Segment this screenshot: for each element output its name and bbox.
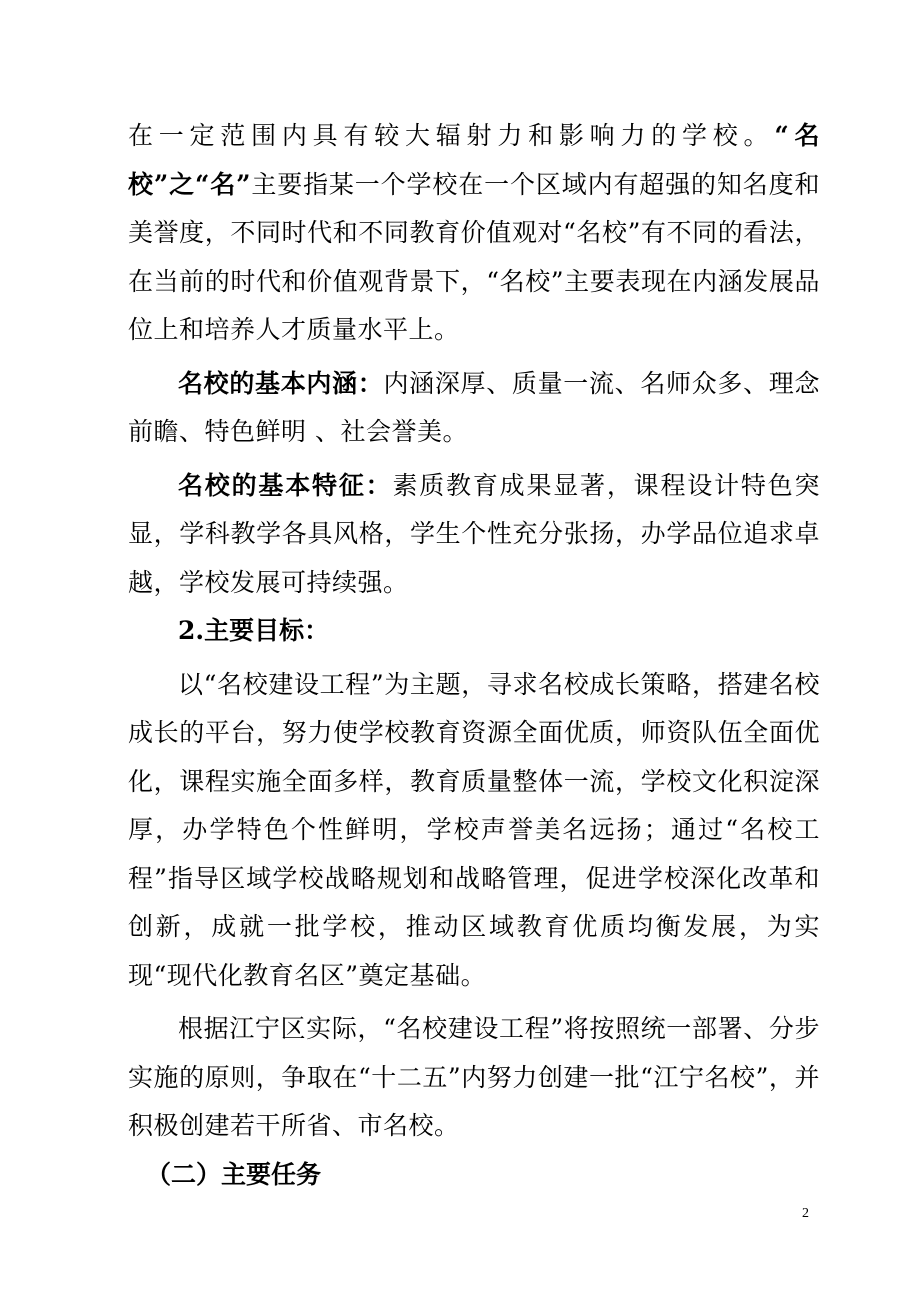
- connotation-label: 名校的基本内涵：: [178, 368, 384, 398]
- definition-emphasis: “名校”之“名”: [128, 121, 820, 199]
- definition-continued: 主要指某一个学校在一个区域内有超强的知名度和美誉度，不同时代和不同教育价值观对“名校”有不同的看法，在当前的时代和价值观背景下，“名校”主要表现在内涵发展品位上和培养人才质量水平上。: [128, 169, 820, 344]
- definition-text: 在一定范围内具有较大辐射力和影响力的学校。: [128, 121, 775, 150]
- heading-main-goals: 2.主要目标：: [178, 616, 330, 645]
- paragraph-goals: 以“名校建设工程”为主题，寻求名校成长策略，搭建名校成长的平台，努力使学校教育资源全面优质，师资队伍全面优化，课程实施全面多样，教育质量整体一流，学校文化积淀深厚，办学特色个性鲜明，学校声誉美名远扬；通过“名校工程”指导区域学校战略规划和战略管理，促进学校深化改革和创新，成就一批学校，推动区域教育优质均衡发展，为实现“现代化教育名区”奠定基础。: [128, 669, 820, 990]
- connotation-text: 内涵深厚、质量一流、名师众多、理念前瞻、特色鲜明 、社会誉美。: [128, 368, 820, 446]
- features-text: 素质教育成果显著，课程设计特色突显，学科教学各具风格，学生个性充分张扬，办学品位追求卓越，学校发展可持续强。: [128, 470, 820, 597]
- heading-main-tasks: （二）主要任务: [146, 1159, 322, 1189]
- paragraph-connotation: [128, 360, 820, 457]
- paragraph-definition: [128, 112, 820, 355]
- features-label: 名校的基本特征：: [178, 470, 393, 500]
- page-number: 2: [802, 1206, 809, 1221]
- paragraph-plan: 根据江宁区实际，“名校建设工程”将按照统一部署、分步实施的原则，争取在“十二五”内努力创建一批“江宁名校”，并积极创建若干所省、市名校。: [128, 1014, 820, 1140]
- paragraph-features: [128, 462, 820, 608]
- document-body: [128, 112, 820, 1199]
